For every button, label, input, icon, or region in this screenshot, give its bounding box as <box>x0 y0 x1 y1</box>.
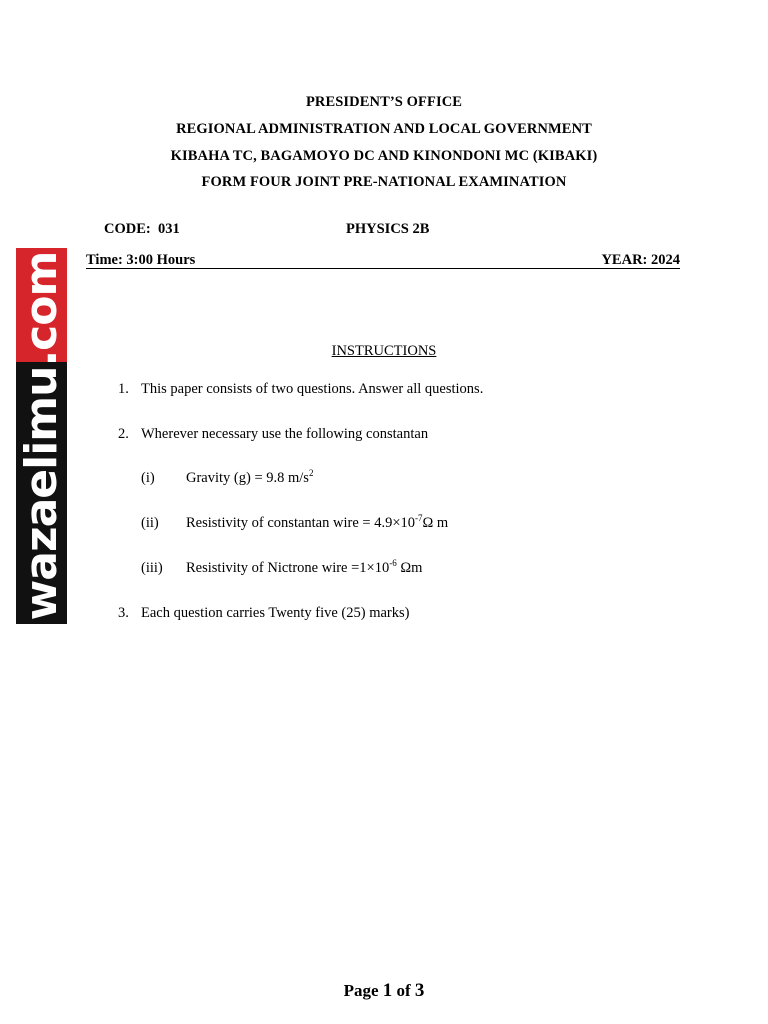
constant-text: Gravity (g) = 9.8 $m/s^2$ <box>186 468 314 486</box>
constant-number: (i) <box>141 470 155 486</box>
constant-text: Resistivity of constantan wire = $4.9\times 10^{-7}\Omega$ m <box>186 513 449 531</box>
header-office: PRESIDENT’S OFFICE <box>305 94 463 110</box>
instruction-text: This paper consists of two questions. Answer all questions. <box>141 381 484 397</box>
header-exam-title: FORM FOUR JOINT PRE-NATIONAL EXAMINATION <box>201 174 567 190</box>
page-total: 3 <box>414 980 425 1001</box>
instruction-number: 2. <box>118 426 129 442</box>
page-word: Page <box>343 981 379 1000</box>
page-footer <box>0 980 768 1002</box>
exam-year: YEAR: 2024 <box>601 252 680 268</box>
constant-text: Resistivity of Nictrone wire $=1\times 10^{-6}$ Ωm <box>186 558 423 576</box>
watermark-text: wazaelimu.com <box>16 251 67 621</box>
paper-code: CODE: 031 <box>104 221 180 237</box>
constant-number: (iii) <box>141 560 163 576</box>
subject-title: PHYSICS 2B <box>346 221 430 237</box>
header-districts: KIBAHA TC, BAGAMOYO DC AND KINONDONI MC (KIBAKI) <box>170 148 598 164</box>
page-current: 1 <box>382 980 393 1001</box>
instruction-number: 3. <box>118 605 129 621</box>
watermark-logo <box>16 248 67 624</box>
instruction-text: Each question carries Twenty five (25) marks) <box>141 605 410 621</box>
time-year-row <box>86 252 680 269</box>
constant-number: (ii) <box>141 515 159 531</box>
header-region: REGIONAL ADMINISTRATION AND LOCAL GOVERNMENT <box>176 121 592 137</box>
of-word: of <box>396 981 411 1000</box>
instruction-number: 1. <box>118 381 129 397</box>
instructions-heading: INSTRUCTIONS <box>331 343 437 359</box>
time-allowed: Time: 3:00 Hours <box>86 252 196 268</box>
instruction-text: Wherever necessary use the following constantan <box>141 426 429 442</box>
